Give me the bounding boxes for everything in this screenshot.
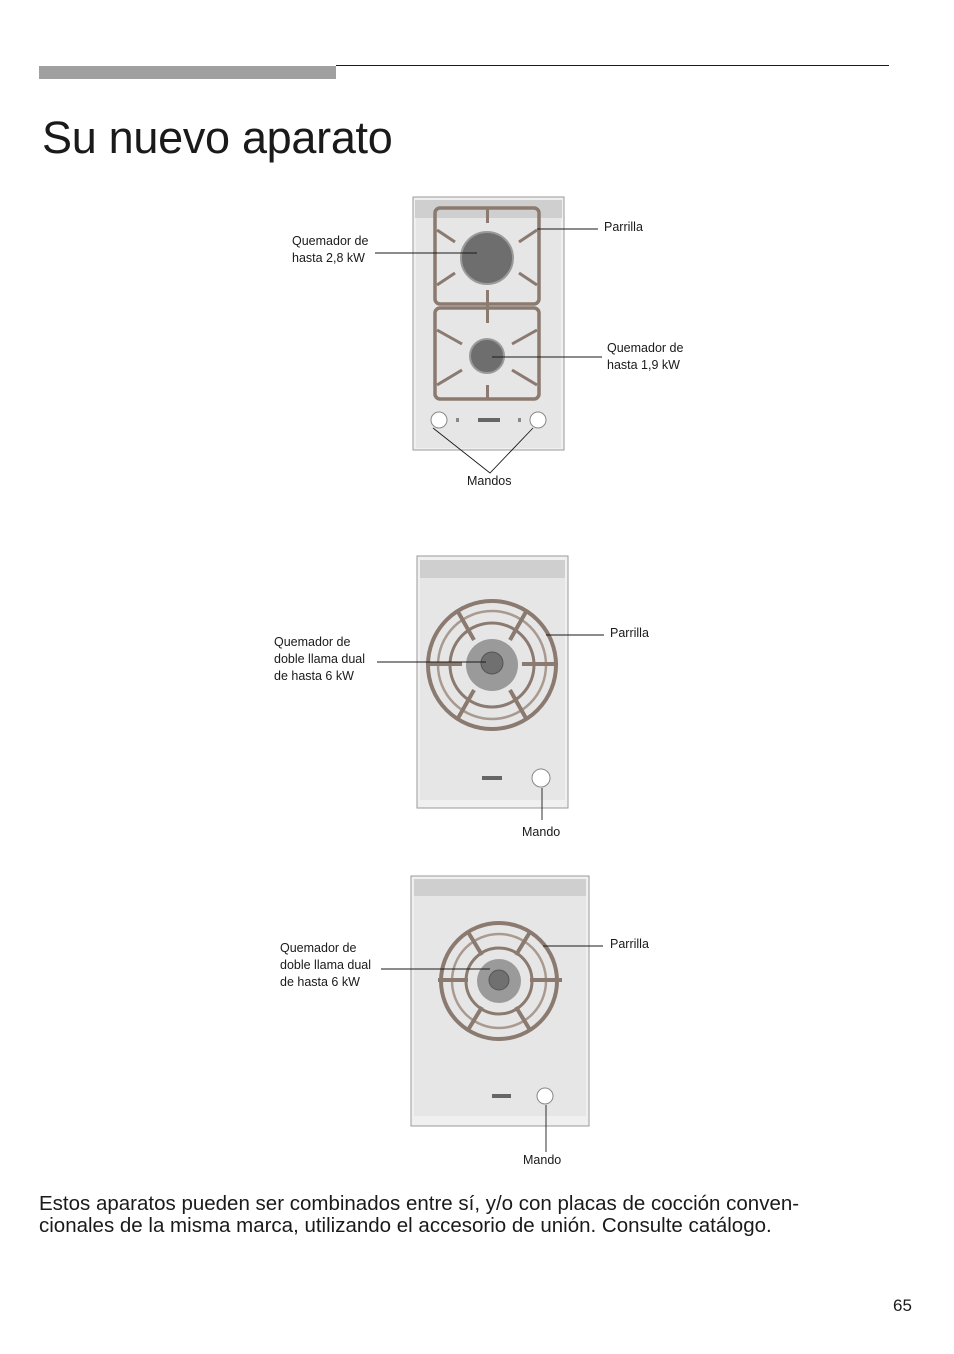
page-number: 65 [893,1296,912,1315]
label-knobs: Mandos [467,474,512,488]
wok-hob-illustration-2 [411,876,589,1126]
body-paragraph: Estos aparatos pueden ser combinados entre sí, y/o con placas de cocción conven- cionales de la misma marca, utilizando el accesorio de unión. Consulte catálogo. [39,1192,800,1237]
label-grate-1: Parrilla [604,220,643,234]
label-knob-1: Mando [522,825,561,839]
large-burner [461,232,513,284]
wok-burner-2 [489,970,509,990]
label-grate-2: Parrilla [610,626,649,640]
label-wok-burner-2: Quemador de doble llama dual de hasta 6 kW [280,941,372,989]
small-burner [470,339,504,373]
label-small-burner: Quemador de hasta 1,9 kW [607,341,684,372]
brand-logo [482,776,502,780]
brand-logo [492,1094,511,1098]
knob-1 [532,769,550,787]
knob-2 [537,1088,553,1104]
brand-logo [478,418,500,422]
label-wok-burner-1: Quemador de doble llama dual de hasta 6 kW [274,635,366,683]
wok-burner-1 [481,652,503,674]
label-large-burner: Quemador de hasta 2,8 kW [292,234,369,265]
two-burner-hob-illustration [413,197,564,450]
knob-left [431,412,447,428]
knob-right [530,412,546,428]
page-title: Su nuevo aparato [42,112,393,163]
wok-hob-illustration-1 [417,556,568,808]
label-grate-3: Parrilla [610,937,649,951]
label-knob-2: Mando [523,1153,562,1167]
